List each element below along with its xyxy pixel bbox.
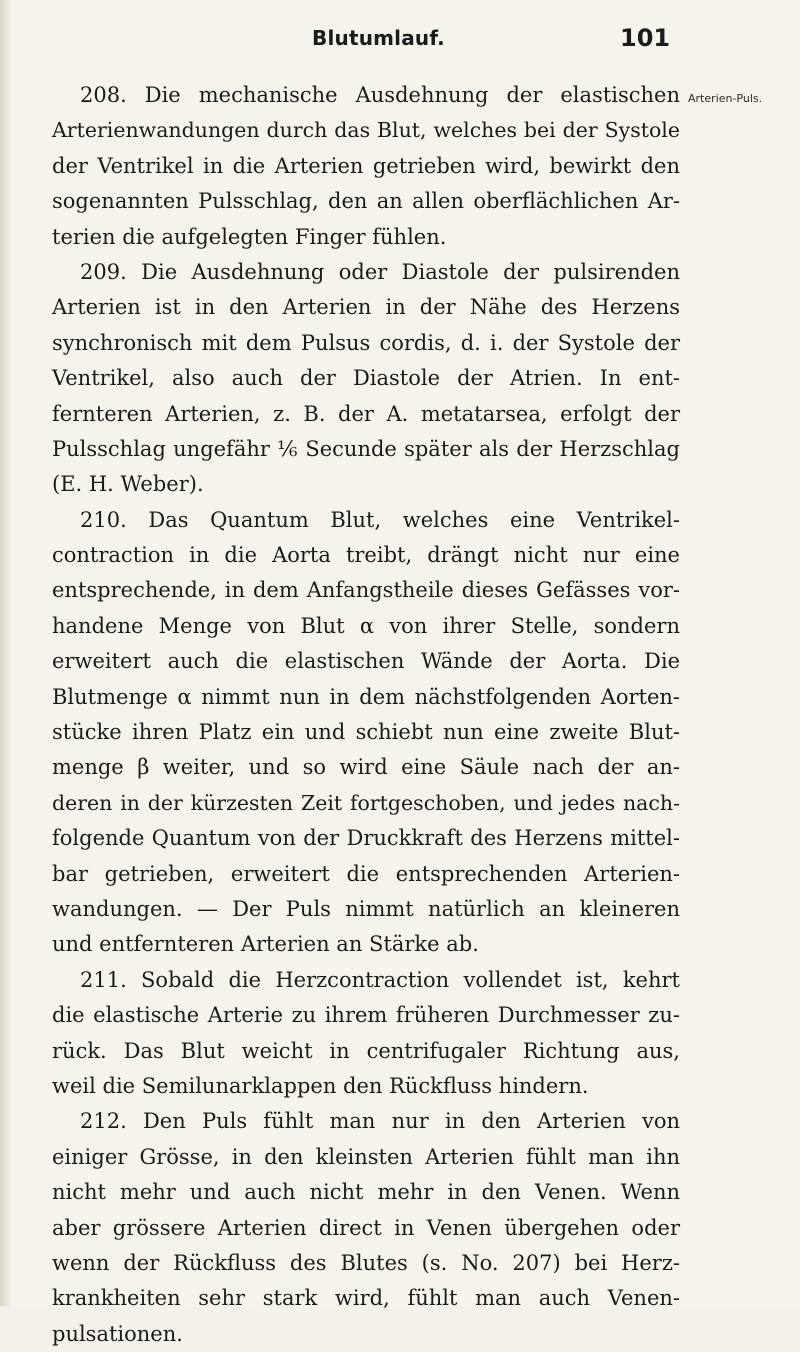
text-line: (E. H. Weber). [52, 472, 204, 497]
running-head [0, 26, 800, 56]
text-line: deren in der kürzesten Zeit fortgeschoben, und jedes nach- [52, 790, 680, 815]
text-line: und entfernteren Arterien an Stärke ab. [52, 932, 479, 957]
text-line: aber grössere Arterien direct in Venen übergehen oder [52, 1215, 680, 1240]
text-line: Arterien ist in den Arterien in der Nähe des Herzens [52, 295, 680, 320]
text-line: 209. Die Ausdehnung oder Diastole der pulsirenden [80, 259, 680, 284]
text-line: terien die aufgelegten Finger fühlen. [52, 224, 447, 249]
text-line: pulsationen. [52, 1321, 183, 1346]
text-line: nicht mehr und auch nicht mehr in den Venen. Wenn [52, 1180, 680, 1205]
text-line: entsprechende, in dem Anfangstheile dieses Gefässes vor- [52, 578, 680, 603]
text-line: Blutmenge α nimmt nun in dem nächstfolgenden Aorten- [52, 684, 680, 709]
text-line: fernteren Arterien, z. B. der A. metatarsea, erfolgt der [52, 401, 680, 426]
text-line: stücke ihren Platz ein und schiebt nun eine zweite Blut- [52, 720, 680, 745]
text-line: rück. Das Blut weicht in centrifugaler Richtung aus, [52, 1038, 680, 1063]
body-text [52, 78, 680, 1352]
page-binding-edge [0, 0, 10, 1306]
text-line: contraction in die Aorta treibt, drängt nicht nur eine [52, 543, 680, 568]
text-line: Arterienwandungen durch das Blut, welches bei der Systole [52, 118, 680, 143]
text-line: 210. Das Quantum Blut, welches eine Ventrikel- [80, 507, 680, 532]
text-line: folgende Quantum von der Druckkraft des Herzens mittel- [52, 826, 680, 851]
text-line: menge β weiter, und so wird eine Säule nach der an- [52, 755, 680, 780]
text-line: Ventrikel, also auch der Diastole der Atrien. In ent- [52, 366, 680, 391]
running-head-title: Blutumlauf. [312, 26, 445, 50]
text-line: 208. Die mechanische Ausdehnung der elastischen [80, 83, 680, 107]
text-line: der Ventrikel in die Arterien getrieben wird, bewirkt den [52, 153, 680, 178]
text-line: synchronisch mit dem Pulsus cordis, d. i. der Systole der [52, 330, 680, 355]
text-line: wenn der Rückfluss des Blutes (s. No. 207) bei Herz- [52, 1250, 680, 1275]
text-line: 212. Den Puls fühlt man nur in den Arterien von [80, 1109, 680, 1134]
text-line: Pulsschlag ungefähr ⅙ Secunde später als der Herzschlag [52, 436, 680, 461]
margin-note: Arterien-Puls. [688, 92, 763, 105]
text-line: 211. Sobald die Herzcontraction vollendet ist, kehrt [80, 967, 680, 992]
text-line: handene Menge von Blut α von ihrer Stelle, sondern [52, 613, 680, 638]
text-line: sogenannten Pulsschlag, den an allen oberflächlichen Ar- [52, 189, 680, 214]
text-line: wandungen. — Der Puls nimmt natürlich an kleineren [52, 896, 680, 921]
text-line: die elastische Arterie zu ihrem früheren Durchmesser zu- [52, 1003, 680, 1028]
text-line: krankheiten sehr stark wird, fühlt man auch Venen- [52, 1286, 680, 1311]
text-line: bar getrieben, erweitert die entsprechenden Arterien- [52, 861, 680, 886]
text-line: einiger Grösse, in den kleinsten Arterien fühlt man ihn [52, 1144, 680, 1169]
text-line: erweitert auch die elastischen Wände der Aorta. Die [52, 649, 680, 674]
text-line: weil die Semilunarklappen den Rückfluss hindern. [52, 1073, 589, 1098]
page-number: 101 [620, 24, 671, 52]
